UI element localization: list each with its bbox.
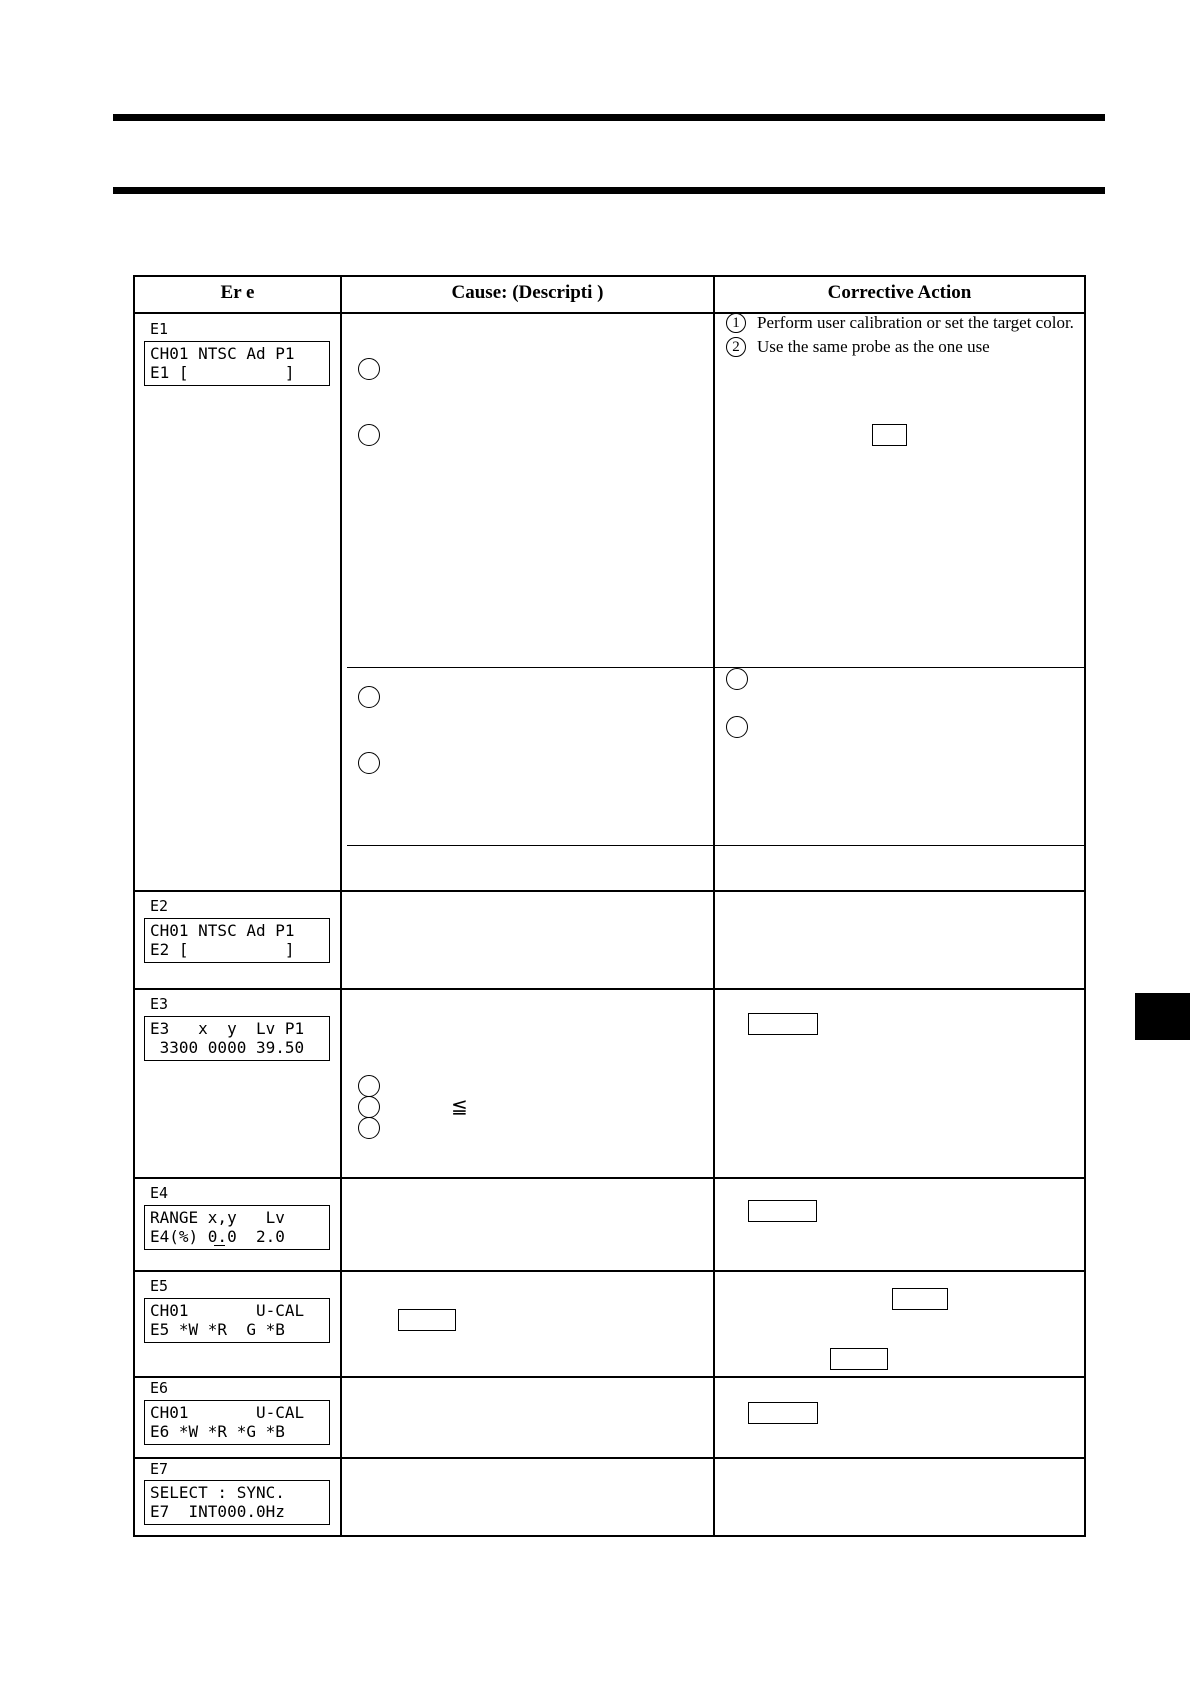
circled-number-marker xyxy=(358,1096,380,1118)
lcd-display xyxy=(144,1400,330,1445)
lcd-display xyxy=(144,1480,330,1525)
circled-number-marker xyxy=(358,424,380,446)
circled-number-marker xyxy=(358,752,380,774)
lcd-line: E5 *W *R G *B xyxy=(150,1320,285,1339)
key-box xyxy=(748,1402,818,1424)
error-code: E4 xyxy=(150,1184,169,1202)
circled-number-marker xyxy=(726,716,748,738)
circled-number-1: 1 xyxy=(726,313,746,333)
error-code: E6 xyxy=(150,1379,169,1397)
key-box xyxy=(830,1348,888,1370)
key-box xyxy=(398,1309,456,1331)
lcd-line: CH01 U-CAL xyxy=(150,1301,305,1320)
action-text: Perform user calibration or set the target color. xyxy=(757,313,1074,332)
top-rule xyxy=(113,114,1105,121)
error-code: E7 xyxy=(150,1460,169,1478)
lcd-display xyxy=(144,918,330,963)
lcd-line: E4(%) 0.0 2.0 xyxy=(150,1227,285,1246)
circled-number-marker xyxy=(358,358,380,380)
key-box xyxy=(872,424,907,446)
lcd-line: E3 x y Lv P1 xyxy=(150,1019,305,1038)
error-code: E3 xyxy=(150,995,169,1013)
second-rule xyxy=(113,187,1105,194)
circled-number-marker xyxy=(358,1117,380,1139)
lcd-line: CH01 NTSC Ad P1 xyxy=(150,344,295,363)
error-code: E1 xyxy=(150,320,169,338)
header-cause: Cause: (Descripti ) xyxy=(451,282,604,303)
circled-number-marker xyxy=(358,1075,380,1097)
lcd-display xyxy=(144,1298,330,1343)
key-box xyxy=(892,1288,948,1310)
lcd-line: E6 *W *R *G *B xyxy=(150,1422,285,1441)
lcd-line: CH01 NTSC Ad P1 xyxy=(150,921,295,940)
lcd-display xyxy=(144,1205,330,1250)
lcd-display xyxy=(144,341,330,386)
less-or-equal-symbol: ≦ xyxy=(451,1096,468,1118)
circled-number-2: 2 xyxy=(726,337,746,357)
lcd-display xyxy=(144,1016,330,1061)
circled-number-marker xyxy=(726,668,748,690)
lcd-line: E7 INT000.0Hz xyxy=(150,1502,285,1521)
error-code: E2 xyxy=(150,897,169,915)
error-code: E5 xyxy=(150,1277,169,1295)
lcd-line: RANGE x,y Lv xyxy=(150,1208,285,1227)
key-box xyxy=(748,1200,817,1222)
lcd-line: E1 [ ] xyxy=(150,363,295,382)
lcd-line: CH01 U-CAL xyxy=(150,1403,305,1422)
lcd-line: E2 [ ] xyxy=(150,940,295,959)
header-error-code: Er e xyxy=(220,282,255,303)
key-box xyxy=(748,1013,818,1035)
section-tab xyxy=(1135,993,1190,1040)
header-corrective-action: Corrective Action xyxy=(827,282,972,303)
action-text: Use the same probe as the one use xyxy=(757,337,990,356)
lcd-line: SELECT : SYNC. xyxy=(150,1483,285,1502)
cursor-underline xyxy=(214,1245,225,1246)
lcd-line: 3300 0000 39.50 xyxy=(150,1038,305,1057)
circled-number-marker xyxy=(358,686,380,708)
